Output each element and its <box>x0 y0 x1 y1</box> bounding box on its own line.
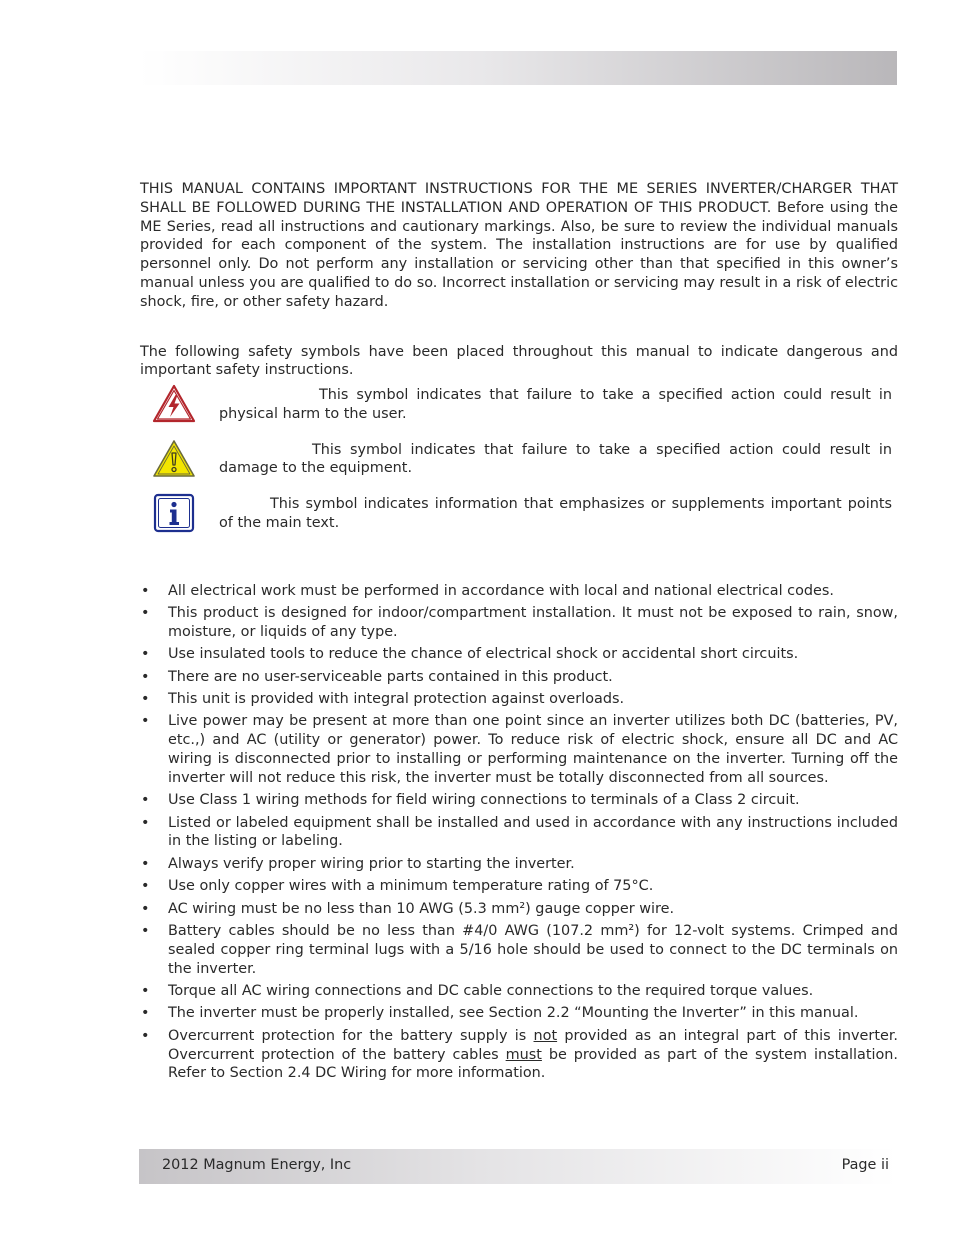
list-item: • There are no user-serviceable parts contained in this product. <box>141 668 613 685</box>
list-item: • Use insulated tools to reduce the chance of electrical shock or accidental short circuits. <box>141 646 799 663</box>
list-item: • This product is designed for indoor/compartment installation. It must not be exposed to rain, snow, moisture, or liquids of any type. <box>141 605 898 640</box>
list-item: • Use only copper wires with a minimum temperature rating of 75°C. <box>141 878 654 895</box>
intro-paragraph: THIS MANUAL CONTAINS IMPORTANT INSTRUCTIONS FOR THE ME SERIES INVERTER/CHARGER THAT SHALL BE FOLLOWED DURING THE INSTALLATION AND OPERATION OF THIS PRODUCT. Before using the ME Series, read all instructions and cautionary markings. Also, be sure to review the individual manuals provided for each component of the system. The installation instructions are for use by qualified personnel only. Do not perform any installation or servicing other than that specified in this owner’s manual unless you are qualified to do so. Incorrect installation or servicing may result in a risk of electric shock, fire, or other safety hazard. <box>140 181 898 310</box>
list-item-overcurrent: • Overcurrent protection for the battery supply is not provided as an integral part of this inverter. Overcurrent protection of the battery cables must be provided as part of the system installation. Refer to Section 2.4 DC Wiring for more information. <box>141 1027 898 1082</box>
page-number: Page ii <box>841 1157 889 1173</box>
page-content <box>140 180 898 1087</box>
list-item: • Use Class 1 wiring methods for field wiring connections to terminals of a Class 2 circuit. <box>141 792 800 809</box>
list-item: • AC wiring must be no less than 10 AWG (5.3 mm²) gauge copper wire. <box>141 900 675 917</box>
symbol-row-info <box>140 493 898 548</box>
caution-icon <box>152 439 196 479</box>
list-item: • Always verify proper wiring prior to starting the inverter. <box>141 855 575 872</box>
list-item: • Torque all AC wiring connections and DC cable connections to the required torque values. <box>141 982 814 999</box>
info-icon <box>152 493 196 533</box>
symbol-info-text: This symbol indicates information that emphasizes or supplements important points of the main text. <box>219 496 892 531</box>
list-item: • Battery cables should be no less than #4/0 AWG (107.2 mm²) for 12-volt systems. Crimped and sealed copper ring terminal lugs with a 5/16 hole should be used to connect to the DC terminals on the inverter. <box>141 922 898 977</box>
list-item: • All electrical work must be performed in accordance with local and national electrical codes. <box>141 582 834 599</box>
symbol-row-hazard <box>140 384 898 439</box>
symbol-row-caution <box>140 439 898 494</box>
symbols-intro: The following safety symbols have been placed throughout this manual to indicate dangerous and important safety instructions. <box>140 343 898 379</box>
header-bar <box>139 51 897 85</box>
emphasis-must: must <box>505 1046 542 1063</box>
emphasis-not: not <box>533 1027 558 1044</box>
footer-bar <box>139 1149 897 1184</box>
safety-symbols <box>140 384 898 548</box>
list-item: • Listed or labeled equipment shall be installed and used in accordance with any instructions included in the listing or labeling. <box>141 814 898 850</box>
list-item: • This unit is provided with integral protection against overloads. <box>141 691 625 708</box>
list-item: • The inverter must be properly installed, see Section 2.2 “Mounting the Inverter” in this manual. <box>141 1005 859 1022</box>
electrical-hazard-icon <box>152 384 196 424</box>
footer-copyright: 2012 Magnum Energy, Inc <box>162 1157 352 1173</box>
symbol-caution-text: This symbol indicates that failure to take a specified action could result in damage to the equipment. <box>219 441 892 477</box>
list-item: • Live power may be present at more than one point since an inverter utilizes both DC (batteries, PV, etc.,) and AC (utility or generator) power. To reduce risk of electric shock, ensure all DC and AC wiring is disconnected prior to installing or performing maintenance on the inverter. Turning off the inverter will not reduce this risk, the inverter must be totally disconnected from all sources. <box>141 713 898 786</box>
symbol-hazard-text: This symbol indicates that failure to take a specified action could result in physical harm to the user. <box>219 387 892 422</box>
safety-bullet-list <box>140 582 898 1083</box>
